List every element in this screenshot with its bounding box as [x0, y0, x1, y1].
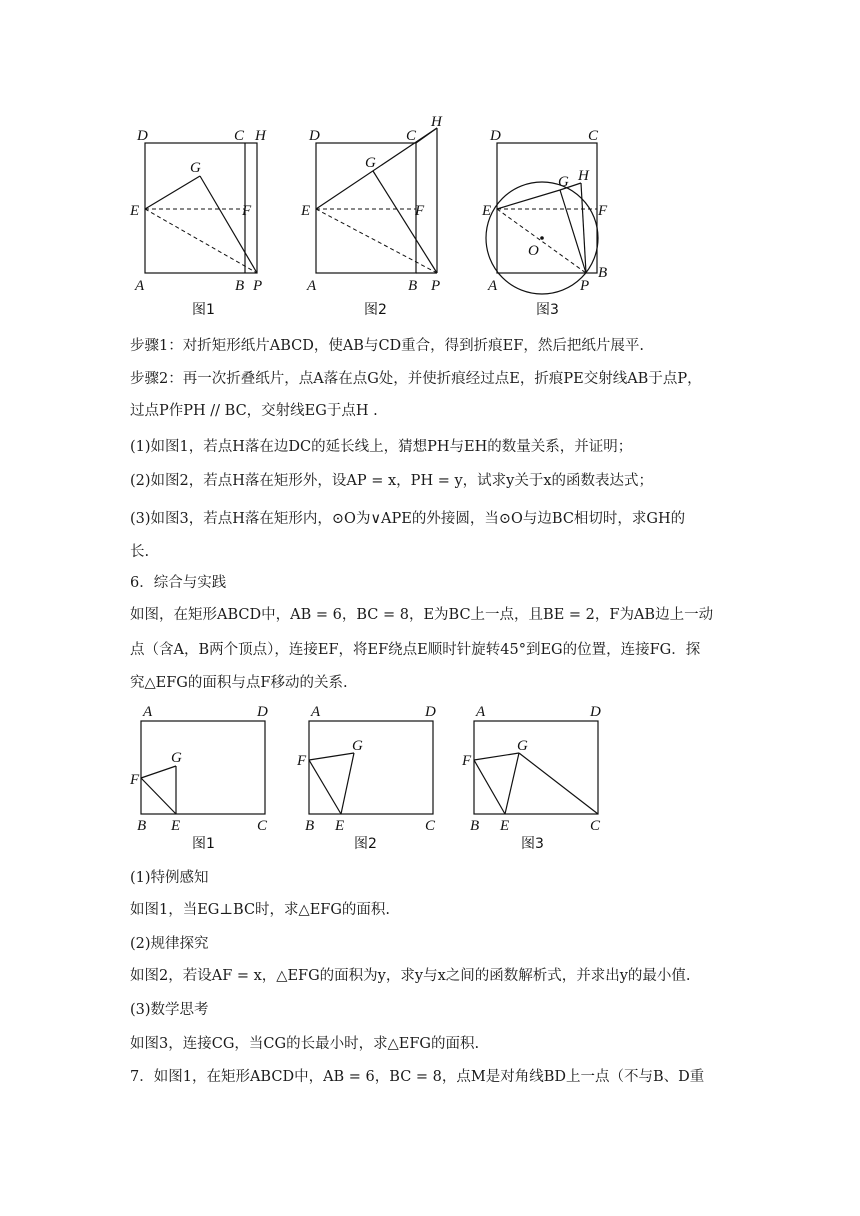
seg-eh	[316, 128, 437, 209]
problem6-part2-title: (2)规律探究	[130, 936, 209, 952]
seg-gp	[200, 176, 257, 273]
label-a: A	[143, 704, 153, 720]
label-d: D	[309, 128, 320, 144]
label-p: P	[580, 278, 590, 294]
problem6-intro-line2: 点（含A，B两个顶点），连接EF，将EF绕点E顺时针旋转45°到EG的位置，连接FG．探	[130, 642, 701, 658]
label-f: F	[297, 753, 307, 769]
problem6-part3-text: 如图3，连接CG，当CG的长最小时，求△EFG的面积.	[130, 1036, 480, 1052]
label-g: G	[365, 155, 376, 171]
problem5-question3-line1: (3)如图3，若点H落在矩形内，⊙O为∨APE的外接圆，当⊙O与边BC相切时，求GH的	[130, 511, 686, 527]
rect-abcd	[145, 143, 257, 273]
label-f: F	[462, 753, 472, 769]
problem7-line1: 7．如图1，在矩形ABCD中，AB = 6，BC = 8，点M是对角线BD上一点（不与B、D重	[130, 1069, 705, 1085]
label-p: P	[431, 278, 441, 294]
problem5-figures-svg	[0, 110, 860, 325]
problem6-part1-title: (1)特例感知	[130, 870, 209, 886]
seg-fe	[309, 760, 341, 814]
problem6-part2-text: 如图2，若设AF = x，△EFG的面积为y，求y与x之间的函数解析式，并求出y的最小值.	[130, 968, 691, 984]
label-b: B	[305, 818, 315, 834]
label-g: G	[190, 160, 201, 176]
label-a: A	[135, 278, 145, 294]
point-o	[540, 236, 544, 240]
problem5-question2: (2)如图2，若点H落在矩形外，设AP = x，PH = y，试求y关于x的函数表达式；	[130, 473, 654, 489]
label-d: D	[425, 704, 436, 720]
figure-1	[129, 128, 267, 318]
seg-fe	[474, 760, 505, 814]
label-c: C	[406, 128, 417, 144]
label-b: B	[470, 818, 480, 834]
label-h: H	[578, 168, 589, 184]
problem5-figures	[0, 110, 860, 325]
label-o: O	[528, 243, 539, 259]
caption-fig3: 图3	[536, 302, 559, 318]
caption-fig1: 图1	[192, 302, 215, 318]
problem6-part1-text: 如图1，当EG⊥BC时，求△EFG的面积.	[130, 902, 391, 918]
label-b: B	[408, 278, 418, 294]
problem6-part3-title: (3)数学思考	[130, 1002, 209, 1018]
label-a: A	[488, 278, 498, 294]
label-b: B	[137, 818, 147, 834]
problem6-figures-svg	[0, 700, 860, 860]
label-f: F	[242, 203, 252, 219]
problem6-figures	[0, 700, 860, 860]
label-d: D	[590, 704, 601, 720]
seg-gp	[373, 171, 437, 273]
label-e: E	[130, 203, 140, 219]
label-f: F	[598, 203, 608, 219]
seg-ge	[341, 753, 354, 814]
label-f: F	[130, 772, 140, 788]
label-e: E	[500, 818, 510, 834]
label-e: E	[335, 818, 345, 834]
label-p: P	[253, 278, 263, 294]
fold-ep	[145, 209, 257, 273]
caption-fig2: 图2	[354, 836, 377, 852]
label-b: B	[235, 278, 245, 294]
figure-2	[300, 114, 443, 318]
seg-fg	[141, 766, 176, 778]
label-d: D	[490, 128, 501, 144]
label-h: H	[431, 114, 442, 130]
problem5-question1: (1)如图1，若点H落在边DC的延长线上，猜想PH与EH的数量关系，并证明；	[130, 439, 633, 455]
label-c: C	[257, 818, 268, 834]
problem6-intro-line3: 究△EFG的面积与点F移动的关系.	[130, 675, 348, 691]
seg-gc	[519, 753, 598, 814]
seg-eg	[145, 176, 200, 209]
problem5-question3-line2: 长.	[130, 544, 150, 560]
label-a: A	[311, 704, 321, 720]
label-g: G	[171, 750, 182, 766]
figure-1	[129, 704, 268, 852]
label-h: H	[255, 128, 266, 144]
fold-ep	[497, 209, 586, 273]
rect-abcd	[141, 721, 265, 814]
caption-fig3: 图3	[521, 836, 544, 852]
figure-3	[481, 128, 608, 318]
label-g: G	[517, 738, 528, 754]
label-c: C	[590, 818, 601, 834]
seg-eg	[497, 190, 560, 209]
label-d: D	[257, 704, 268, 720]
label-e: E	[301, 203, 311, 219]
seg-fg	[474, 753, 519, 760]
label-a: A	[307, 278, 317, 294]
problem6-intro-line1: 如图，在矩形ABCD中，AB = 6，BC = 8，E为BC上一点，且BE = 2，F为AB边上一动	[130, 607, 714, 623]
caption-fig2: 图2	[364, 302, 387, 318]
label-d: D	[137, 128, 148, 144]
seg-ge	[505, 753, 519, 814]
label-e: E	[482, 203, 492, 219]
label-g: G	[558, 174, 569, 190]
figure-3	[461, 704, 601, 852]
label-g: G	[352, 738, 363, 754]
label-b: B	[598, 265, 608, 281]
label-c: C	[234, 128, 245, 144]
label-c: C	[588, 128, 599, 144]
label-c: C	[425, 818, 436, 834]
figure-2	[296, 704, 436, 852]
problem6-title: 6．综合与实践	[130, 575, 227, 591]
problem5-step2-line1: 步骤2：再一次折叠纸片，点A落在点G处，并使折痕经过点E，折痕PE交射线AB于点P，	[130, 371, 702, 387]
problem5-step2-line2: 过点P作PH // BC，交射线EG于点H .	[130, 403, 378, 419]
problem5-step1: 步骤1：对折矩形纸片ABCD，使AB与CD重合，得到折痕EF，然后把纸片展平.	[130, 338, 644, 354]
seg-fe	[141, 778, 176, 814]
label-a: A	[476, 704, 486, 720]
seg-fg	[309, 753, 354, 760]
label-e: E	[171, 818, 181, 834]
caption-fig1: 图1	[192, 836, 215, 852]
label-f: F	[415, 203, 425, 219]
rect-abcd	[309, 721, 433, 814]
